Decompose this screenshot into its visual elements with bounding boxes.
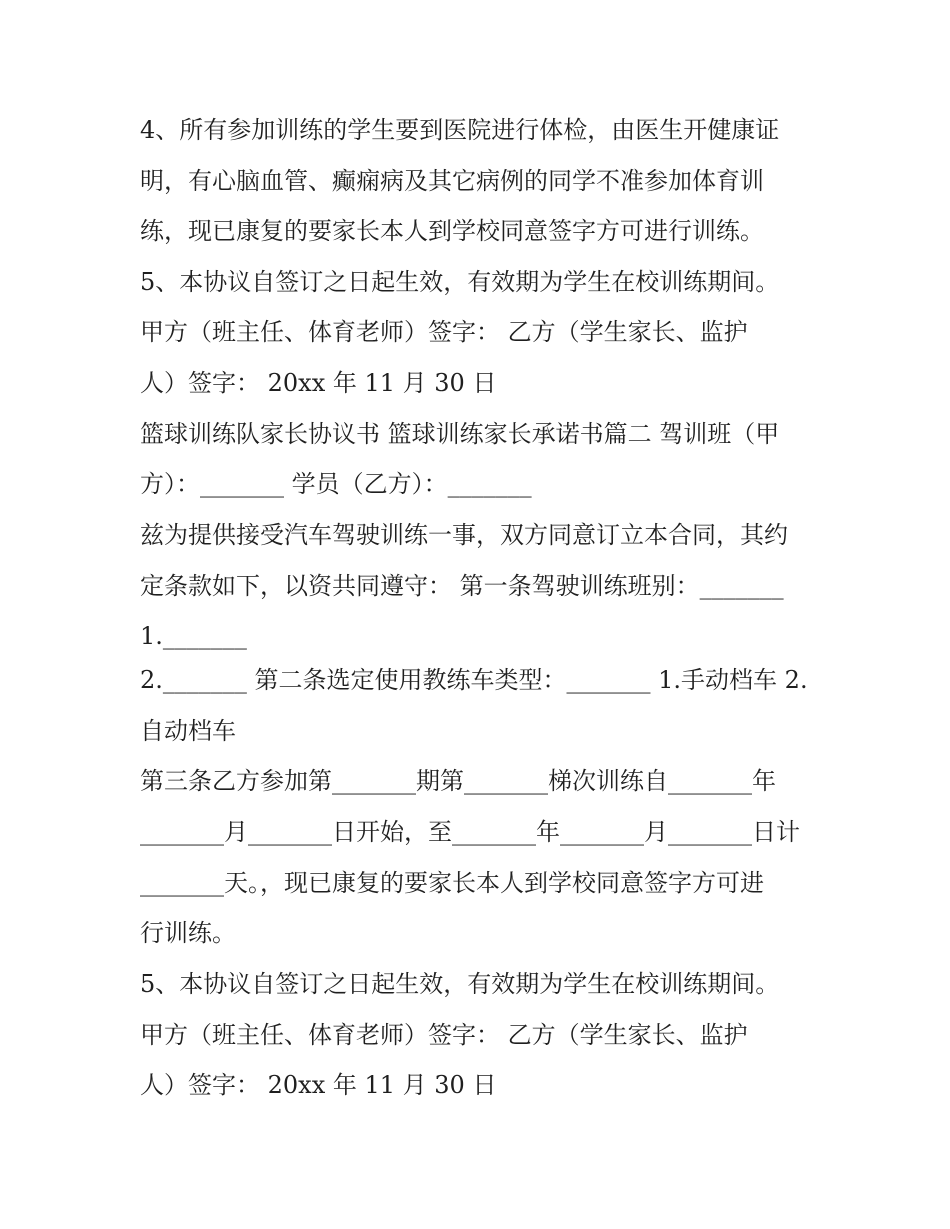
text-line: _______天。，现已康复的要家长本人到学校同意签字方可进 [140, 869, 764, 897]
text-line: 1._______ [140, 622, 247, 650]
text-line: 4、所有参加训练的学生要到医院进行体检，由医生开健康证 [140, 116, 780, 144]
signature-line: 甲方（班主任、体育老师）签字： 乙方（学生家长、监护 [140, 318, 748, 346]
text-line: 行训练。 [140, 919, 236, 947]
text-line: 5、本协议自签订之日起生效，有效期为学生在校训练期间。 [140, 268, 780, 296]
date-line: 人）签字： 20xx 年 11 月 30 日 [140, 369, 497, 397]
text-line: 自动档车 [140, 717, 236, 745]
date-line: 人）签字： 20xx 年 11 月 30 日 [140, 1071, 497, 1099]
text-line: _______月_______日开始，至_______年_______月_______日计 [140, 818, 800, 846]
text-line: 5、本协议自签订之日起生效，有效期为学生在校训练期间。 [140, 970, 780, 998]
signature-line: 甲方（班主任、体育老师）签字： 乙方（学生家长、监护 [140, 1021, 748, 1049]
text-line: 篮球训练队家长协议书 篮球训练家长承诺书篇二 驾训班（甲 [140, 420, 780, 448]
text-line: 兹为提供接受汽车驾驶训练一事，双方同意订立本合同，其约 [140, 521, 788, 549]
text-line: 第三条乙方参加第_______期第_______梯次训练自_______年 [140, 767, 776, 795]
text-line: 方）：_______ 学员（乙方）：_______ [140, 470, 532, 498]
text-line: 2._______ 第二条选定使用教练车类型：_______ 1.手动档车 2. [140, 666, 808, 694]
text-line: 明，有心脑血管、癫痫病及其它病例的同学不准参加体育训 [140, 167, 764, 195]
text-line: 定条款如下，以资共同遵守： 第一条驾驶训练班别：_______ [140, 572, 784, 600]
text-line: 练，现已康复的要家长本人到学校同意签字方可进行训练。 [140, 217, 764, 245]
